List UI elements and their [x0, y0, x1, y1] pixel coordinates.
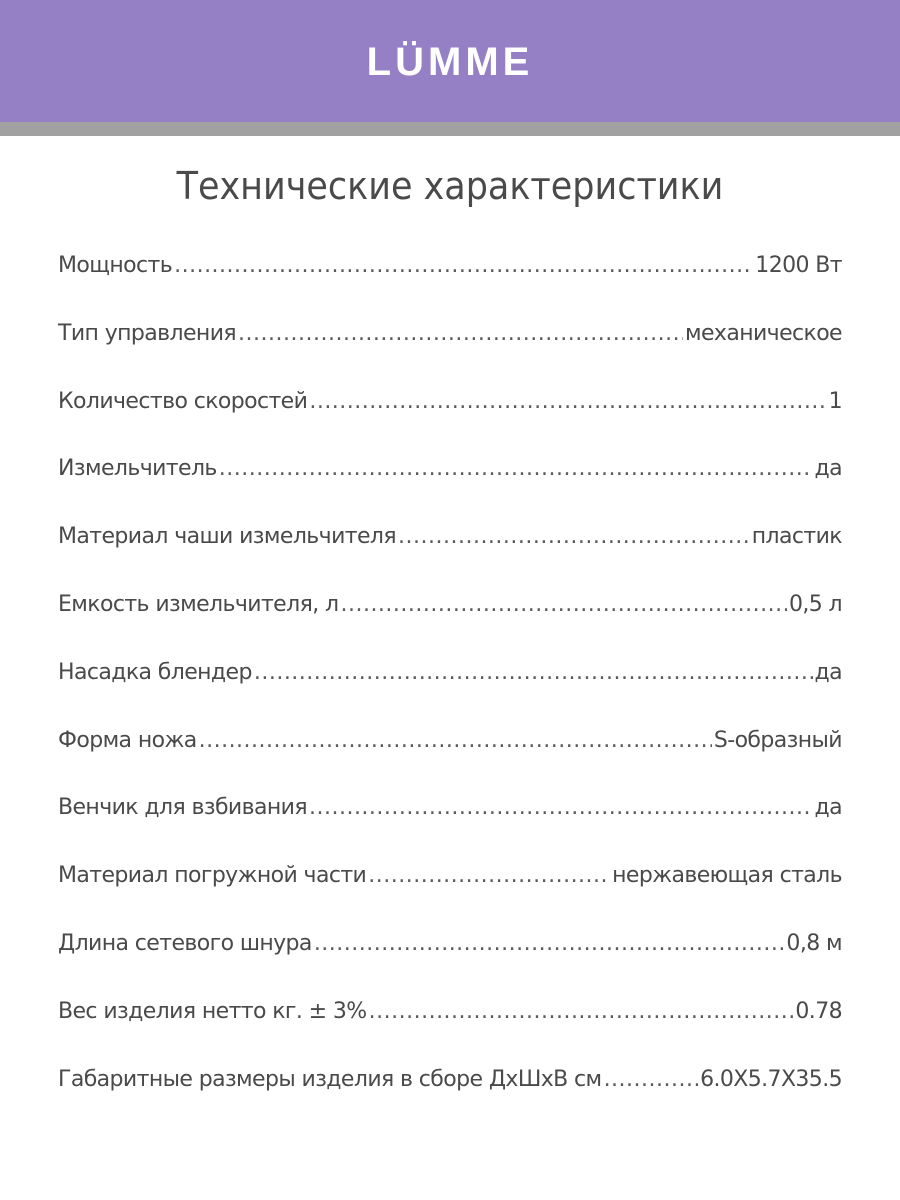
spec-label: Габаритные размеры изделия в сборе ДхШхВ см — [58, 1066, 602, 1092]
dot-leader — [369, 999, 794, 1024]
spec-row-speeds — [58, 389, 842, 457]
brand-header — [0, 0, 900, 122]
dot-leader — [314, 931, 785, 956]
dot-leader — [199, 728, 712, 753]
page-title: Технические характеристики — [176, 164, 724, 208]
spec-label: Емкость измельчителя, л — [58, 591, 339, 617]
spec-value: 1200 Вт — [755, 253, 842, 278]
spec-value: да — [814, 795, 842, 821]
spec-value: 1 — [828, 388, 842, 414]
dot-leader — [309, 389, 826, 414]
spec-label: Длина сетевого шнура — [58, 930, 312, 956]
dot-leader — [604, 1067, 699, 1092]
spec-row-blade-shape — [58, 728, 842, 796]
brand-logo: LÜMME — [366, 40, 534, 84]
spec-value: да — [814, 456, 842, 482]
spec-row-shaft-material — [58, 863, 842, 931]
spec-row-dimensions — [58, 1067, 842, 1135]
header-divider — [0, 122, 900, 136]
spec-value: 0,5 л — [788, 591, 842, 617]
spec-label: Форма ножа — [58, 727, 197, 753]
dot-leader — [368, 863, 610, 888]
spec-row-control-type — [58, 321, 842, 389]
dot-leader — [238, 321, 683, 346]
dot-leader — [309, 795, 813, 820]
dot-leader — [340, 592, 786, 617]
spec-value: S-образный — [713, 727, 842, 753]
spec-row-cord-length — [58, 931, 842, 999]
dot-leader — [219, 456, 813, 481]
spec-label: Вес изделия нетто кг. ± 3% — [58, 998, 367, 1024]
spec-row-power — [58, 253, 842, 321]
spec-value: нержавеющая сталь — [612, 863, 842, 889]
spec-list — [58, 253, 842, 1134]
spec-value: пластик — [751, 524, 842, 550]
spec-label: Материал чаши измельчителя — [58, 524, 397, 550]
spec-label: Насадка блендер — [58, 659, 252, 685]
spec-row-whisk — [58, 795, 842, 863]
spec-value: 6.0X5.7X35.5 — [700, 1066, 842, 1092]
spec-value: механическое — [684, 320, 842, 346]
dot-leader — [254, 660, 813, 685]
spec-label: Мощность — [58, 253, 173, 278]
spec-label: Измельчитель — [58, 456, 217, 482]
spec-value: 0.78 — [795, 998, 842, 1024]
dot-leader — [174, 253, 753, 278]
spec-label: Венчик для взбивания — [58, 795, 307, 821]
spec-label: Количество скоростей — [58, 388, 308, 414]
spec-value: да — [814, 659, 842, 685]
spec-row-chopper-bowl-material — [58, 524, 842, 592]
spec-label: Материал погружной части — [58, 863, 367, 889]
spec-label: Тип управления — [58, 320, 237, 346]
spec-value: 0,8 м — [786, 930, 842, 956]
spec-row-chopper-capacity — [58, 592, 842, 660]
spec-row-net-weight — [58, 999, 842, 1067]
spec-row-chopper — [58, 456, 842, 524]
spec-row-blender-attachment — [58, 660, 842, 728]
dot-leader — [398, 524, 750, 549]
